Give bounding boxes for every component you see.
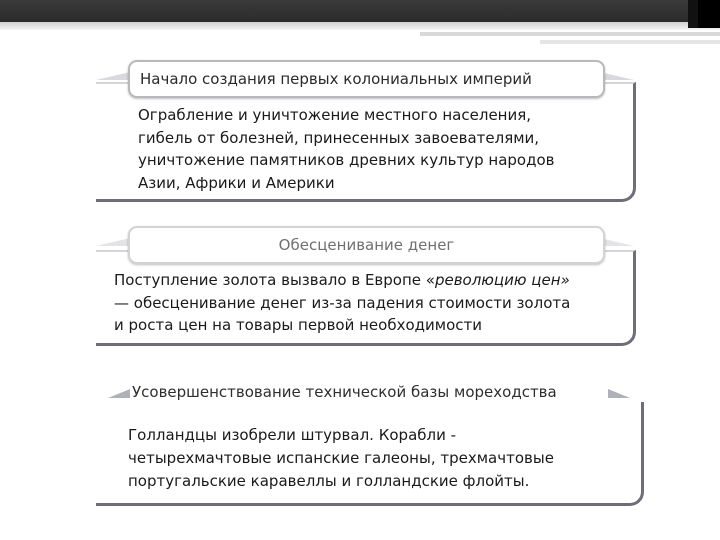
section-body	[128, 424, 554, 493]
left-wing-decoration	[96, 238, 130, 246]
right-wing-decoration	[600, 238, 634, 246]
body-line: и роста цен на товары первой необходимости	[114, 316, 482, 334]
header-strip-2	[540, 40, 720, 44]
body-line: Голландцы изобрели штурвал. Корабли -	[128, 426, 457, 444]
header-dark-block	[688, 0, 698, 28]
body-text-plain: Поступление золота вызвало в Европе «	[114, 271, 435, 289]
header-dark-band	[0, 0, 720, 22]
body-line: Ограбление и уничтожение местного населения,	[138, 106, 532, 124]
section-body	[114, 269, 570, 337]
slide-header-bar	[0, 0, 720, 46]
section-heading: Обесценивание денег	[278, 236, 455, 254]
right-arrow-decoration	[608, 389, 630, 398]
section-heading-pill	[128, 226, 605, 264]
body-line: — обесценивание денег из-за падения стоимости золота	[114, 293, 571, 312]
section-heading: Усовершенствование технической базы мореходства	[132, 383, 557, 401]
body-line: португальские каравеллы и голландские флойты.	[128, 472, 530, 490]
left-arrow-decoration	[108, 389, 130, 398]
body-line: уничтожение памятников древних культур народов	[138, 151, 555, 169]
section-body	[138, 104, 555, 194]
body-line: гибель от болезней, принесенных завоевателями,	[138, 128, 540, 147]
body-line: Азии, Африки и Америки	[138, 173, 335, 192]
body-text-italic: революцию цен»	[434, 271, 570, 289]
section-heading-pill	[128, 60, 605, 98]
header-light-band	[0, 22, 720, 30]
right-wing-decoration	[600, 72, 634, 80]
body-line: четырехмачтовые испанские галеоны, трехмачтовые	[128, 449, 554, 467]
header-strip	[420, 32, 720, 36]
header-black-block	[698, 0, 720, 28]
section-heading: Начало создания первых колониальных империй	[140, 70, 532, 88]
body-line	[114, 269, 570, 292]
left-wing-decoration	[96, 72, 130, 80]
